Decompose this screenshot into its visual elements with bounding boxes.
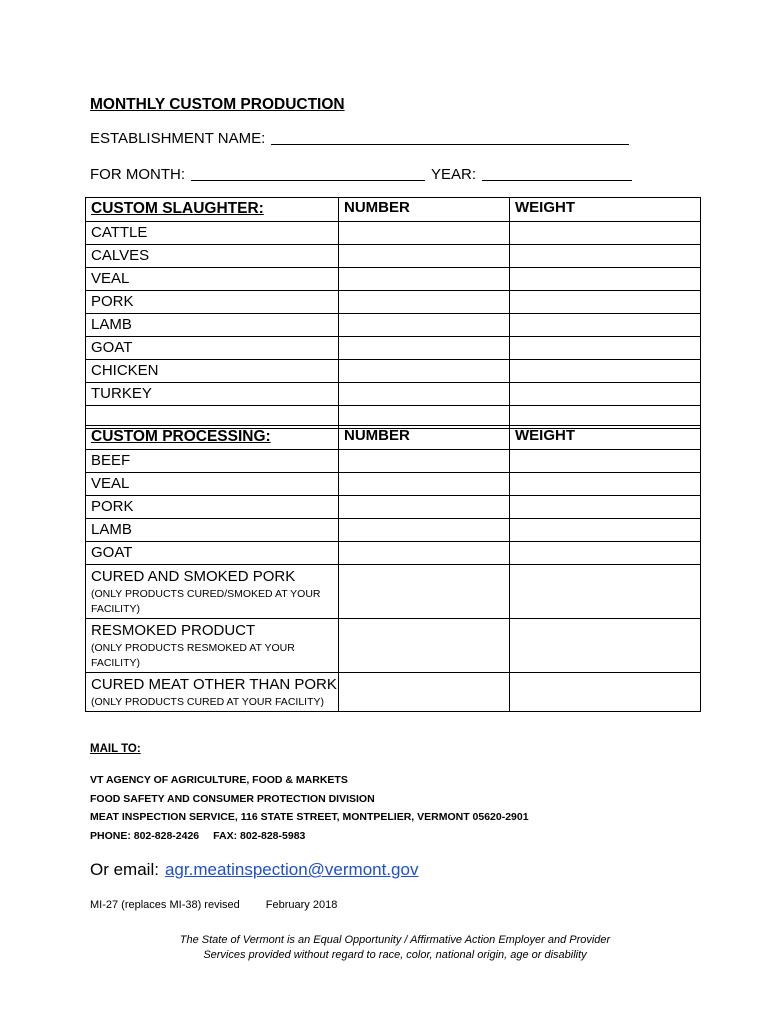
year-label: YEAR: <box>431 166 477 183</box>
weight-cell[interactable] <box>510 314 701 337</box>
number-cell[interactable] <box>339 450 510 473</box>
table-row <box>86 565 701 619</box>
establishment-name-label: ESTABLISHMENT NAME: <box>90 130 266 147</box>
table-row <box>86 360 701 383</box>
resmoked-product-note: (ONLY PRODUCTS RESMOKED AT YOUR FACILITY) <box>91 642 295 669</box>
row-label: GOAT <box>86 542 339 565</box>
page-title: MONTHLY CUSTOM PRODUCTION <box>90 96 345 113</box>
weight-cell[interactable] <box>510 245 701 268</box>
table-row <box>86 496 701 519</box>
weight-cell[interactable] <box>510 619 701 673</box>
mail-to-heading: MAIL TO: <box>90 743 141 755</box>
email-label: Or email: <box>90 860 159 879</box>
custom-processing-heading: CUSTOM PROCESSING: <box>86 426 339 450</box>
weight-cell[interactable] <box>510 337 701 360</box>
month-year-field <box>90 166 632 183</box>
weight-cell[interactable] <box>510 542 701 565</box>
revision-date: February 2018 <box>265 899 338 911</box>
custom-slaughter-table <box>85 197 701 429</box>
resmoked-product-label: RESMOKED PRODUCT <box>91 622 256 639</box>
number-cell[interactable] <box>339 519 510 542</box>
row-label: LAMB <box>86 519 339 542</box>
table-row <box>86 619 701 673</box>
address-line-1: VT AGENCY OF AGRICULTURE, FOOD & MARKETS <box>90 774 348 786</box>
number-column-header: NUMBER <box>339 426 510 450</box>
row-label <box>86 673 339 712</box>
number-cell[interactable] <box>339 291 510 314</box>
month-label: FOR MONTH: <box>90 166 185 183</box>
row-label <box>86 619 339 673</box>
row-label: CHICKEN <box>86 360 339 383</box>
weight-cell[interactable] <box>510 519 701 542</box>
address-line-3: MEAT INSPECTION SERVICE, 116 STATE STREET, MONTPELIER, VERMONT 05620-2901 <box>90 811 529 823</box>
number-cell[interactable] <box>339 337 510 360</box>
number-cell[interactable] <box>339 673 510 712</box>
table-row <box>86 519 701 542</box>
number-cell[interactable] <box>339 383 510 406</box>
footer-line-2: Services provided without regard to race, color, national origin, age or disability <box>203 949 587 961</box>
table-row <box>86 473 701 496</box>
row-label: VEAL <box>86 473 339 496</box>
table-header-row <box>86 198 701 222</box>
custom-processing-table <box>85 425 701 712</box>
custom-slaughter-heading: CUSTOM SLAUGHTER: <box>86 198 339 222</box>
number-cell[interactable] <box>339 542 510 565</box>
table-row <box>86 542 701 565</box>
table-row <box>86 222 701 245</box>
weight-cell[interactable] <box>510 496 701 519</box>
table-row <box>86 450 701 473</box>
number-cell[interactable] <box>339 619 510 673</box>
number-cell[interactable] <box>339 268 510 291</box>
number-cell[interactable] <box>339 565 510 619</box>
cured-meat-other-note: (ONLY PRODUCTS CURED AT YOUR FACILITY) <box>91 696 324 708</box>
form-id: MI-27 (replaces MI-38) revised <box>90 899 240 911</box>
row-label: TURKEY <box>86 383 339 406</box>
weight-cell[interactable] <box>510 673 701 712</box>
table-row <box>86 383 701 406</box>
email-link[interactable]: agr.meatinspection@vermont.gov <box>164 860 419 879</box>
weight-cell[interactable] <box>510 268 701 291</box>
cured-smoked-pork-note: (ONLY PRODUCTS CURED/SMOKED AT YOUR FACILITY) <box>91 588 321 615</box>
cured-smoked-pork-label: CURED AND SMOKED PORK <box>91 568 296 585</box>
number-column-header: NUMBER <box>339 198 510 222</box>
footer-line-1: The State of Vermont is an Equal Opportunity / Affirmative Action Employer and Provider <box>179 934 611 946</box>
weight-cell[interactable] <box>510 360 701 383</box>
weight-column-header: WEIGHT <box>510 198 701 222</box>
fax-number: FAX: 802-828-5983 <box>213 830 306 842</box>
row-label: PORK <box>86 496 339 519</box>
weight-cell[interactable] <box>510 473 701 496</box>
establishment-name-input[interactable] <box>271 130 629 145</box>
weight-column-header: WEIGHT <box>510 426 701 450</box>
cured-meat-other-label: CURED MEAT OTHER THAN PORK <box>91 676 337 693</box>
row-label: BEEF <box>86 450 339 473</box>
weight-cell[interactable] <box>510 450 701 473</box>
row-label <box>86 565 339 619</box>
number-cell[interactable] <box>339 473 510 496</box>
equal-opportunity-footer <box>0 933 770 963</box>
revision-line <box>90 899 337 911</box>
weight-cell[interactable] <box>510 565 701 619</box>
table-header-row <box>86 426 701 450</box>
contact-line <box>90 830 305 842</box>
address-line-2: FOOD SAFETY AND CONSUMER PROTECTION DIVISION <box>90 793 375 805</box>
row-label: CATTLE <box>86 222 339 245</box>
weight-cell[interactable] <box>510 291 701 314</box>
establishment-name-field <box>90 130 629 147</box>
number-cell[interactable] <box>339 222 510 245</box>
month-input[interactable] <box>191 166 425 181</box>
row-label: PORK <box>86 291 339 314</box>
number-cell[interactable] <box>339 314 510 337</box>
number-cell[interactable] <box>339 360 510 383</box>
table-row <box>86 291 701 314</box>
table-row <box>86 673 701 712</box>
row-label: GOAT <box>86 337 339 360</box>
row-label: LAMB <box>86 314 339 337</box>
year-input[interactable] <box>482 166 632 181</box>
table-row <box>86 268 701 291</box>
number-cell[interactable] <box>339 245 510 268</box>
table-row <box>86 314 701 337</box>
weight-cell[interactable] <box>510 383 701 406</box>
row-label: VEAL <box>86 268 339 291</box>
phone-number: PHONE: 802-828-2426 <box>90 830 200 842</box>
table-row <box>86 337 701 360</box>
row-label: CALVES <box>86 245 339 268</box>
number-cell[interactable] <box>339 496 510 519</box>
weight-cell[interactable] <box>510 222 701 245</box>
table-row <box>86 245 701 268</box>
email-line <box>90 860 418 880</box>
